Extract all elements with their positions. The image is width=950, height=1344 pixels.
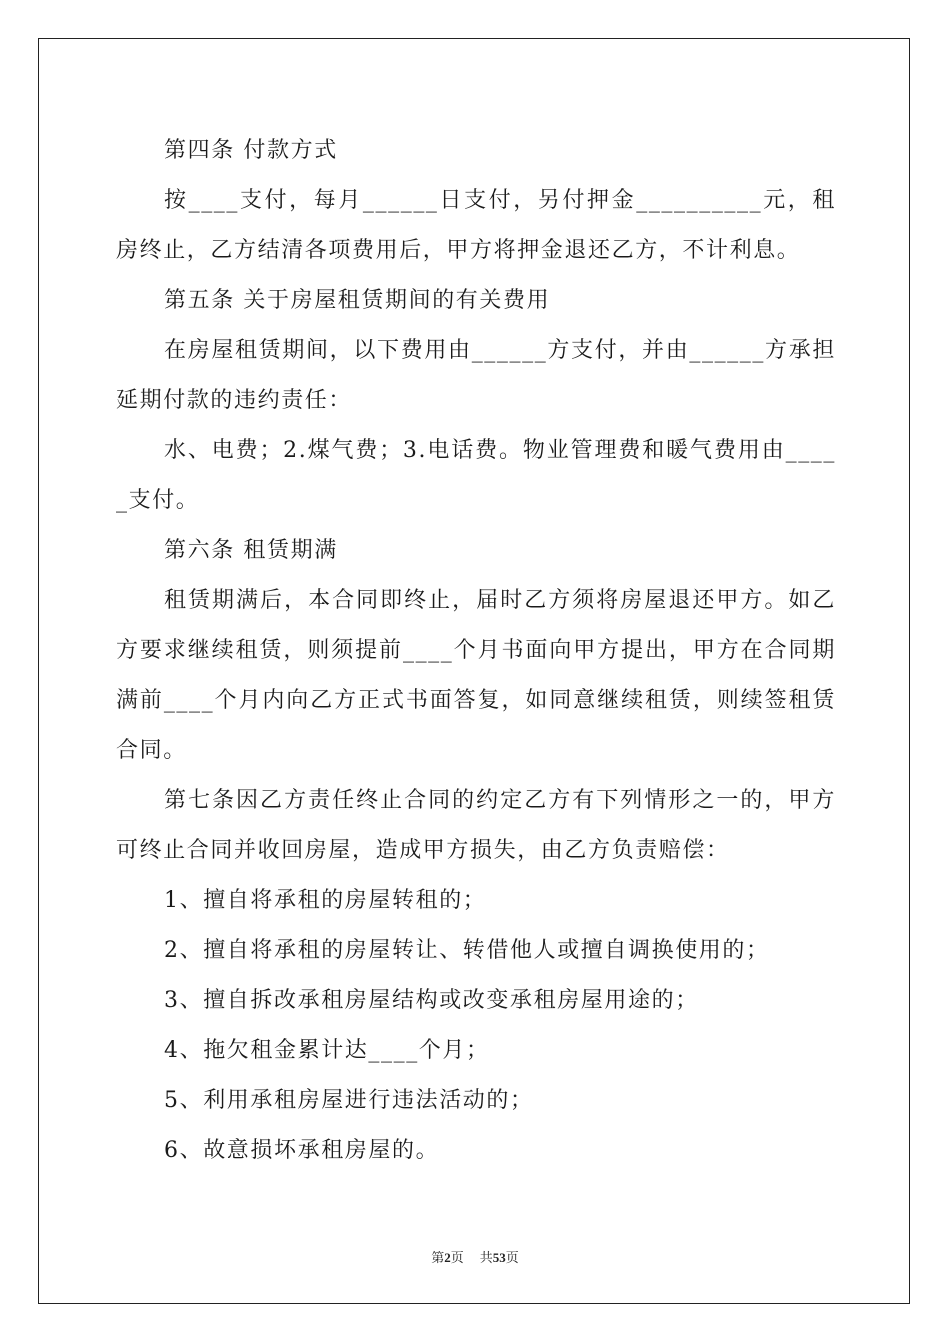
article-5-body-1: 在房屋租赁期间，以下费用由______方支付，并由______方承担延期付款的违约责任： [116, 338, 836, 413]
total-prefix: 共 [479, 1250, 493, 1265]
list-item: 2、擅自将承租的房屋转让、转借他人或擅自调换使用的； [164, 938, 770, 963]
list-item: 6、故意损坏承租房屋的。 [164, 1138, 440, 1163]
total-suffix: 页 [505, 1250, 519, 1265]
article-7-body: 第七条因乙方责任终止合同的约定乙方有下列情形之一的，甲方可终止合同并收回房屋，造成甲方损失，由乙方负责赔偿： [116, 788, 836, 863]
article-5-heading: 第五条 关于房屋租赁期间的有关费用 [164, 288, 551, 313]
article-4-body: 按____支付，每月______日支付，另付押金__________元，租房终止，乙方结清各项费用后，甲方将押金退还乙方，不计利息。 [116, 188, 836, 263]
page-number: 2 [444, 1250, 451, 1265]
article-6-heading: 第六条 租赁期满 [164, 538, 338, 563]
page-prefix: 第 [431, 1250, 445, 1265]
total-pages: 53 [492, 1250, 506, 1265]
article-5-body-2: 水、电费；2.煤气费；3.电话费。物业管理费和暖气费用由_____支付。 [116, 438, 836, 513]
article-6-body: 租赁期满后，本合同即终止，届时乙方须将房屋退还甲方。如乙方要求继续租赁，则须提前____个月书面向甲方提出，甲方在合同期满前____个月内向乙方正式书面答复，如同意继续租赁，则续签租赁合同。 [116, 588, 836, 763]
document-body [116, 126, 836, 1176]
list-item: 4、拖欠租金累计达____个月； [164, 1038, 490, 1063]
article-4-heading: 第四条 付款方式 [164, 138, 338, 163]
list-item: 1、擅自将承租的房屋转租的； [164, 888, 487, 913]
page-footer [0, 1247, 950, 1266]
list-item: 3、擅自拆改承租房屋结构或改变承租房屋用途的； [164, 988, 699, 1013]
list-item: 5、利用承租房屋进行违法活动的； [164, 1088, 534, 1113]
page-suffix: 页 [450, 1250, 464, 1265]
